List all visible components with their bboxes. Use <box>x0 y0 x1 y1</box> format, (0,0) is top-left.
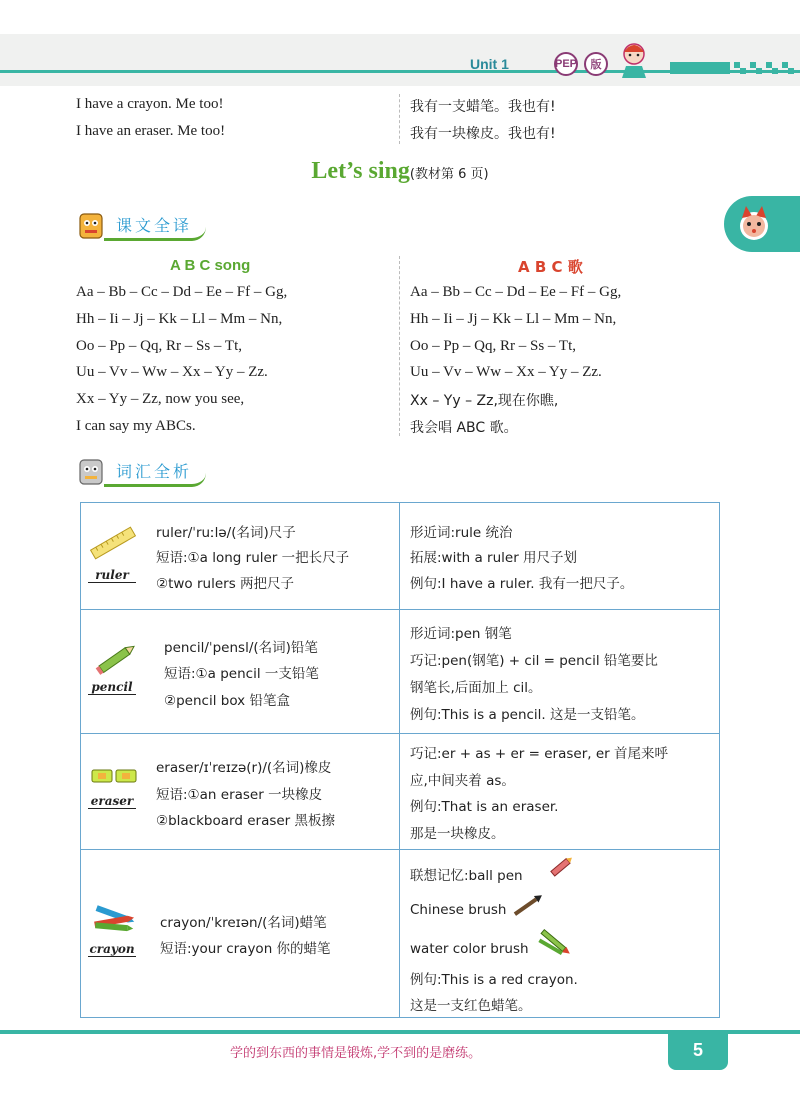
vocab-left-line: 短语:①a long ruler 一把长尺子 <box>156 550 350 566</box>
robot-icon <box>76 208 106 242</box>
vocab-right-line: 例句:That is an eraser. <box>410 799 559 815</box>
table-col-divider <box>399 502 400 1018</box>
song-en-line: Xx – Yy – Zz, now you see, <box>76 391 245 407</box>
vocab-left-line: eraser/ɪˈreɪzə(r)/(名词)橡皮 <box>156 760 332 776</box>
song-divider <box>399 256 401 436</box>
crayon-icon <box>90 900 140 938</box>
word-label-pencil: pencil <box>88 680 136 695</box>
footer-motto: 学的到东西的事情是锻炼,学不到的是磨练。 <box>230 1046 482 1061</box>
vocab-right-line: 应,中间夹着 as。 <box>410 773 515 789</box>
title-main: Let’s sing <box>311 158 410 184</box>
vocab-left-line: 短语:your crayon 你的蜡笔 <box>160 941 331 957</box>
word-label-crayon: crayon <box>89 942 135 956</box>
song-cn-line: Aa – Bb – Cc – Dd – Ee – Ff – Gg, <box>410 284 622 300</box>
robot-icon <box>76 454 106 488</box>
vocab-left-line: ②blackboard eraser 黑板擦 <box>156 813 336 829</box>
vocab-left-line: 短语:①an eraser 一块橡皮 <box>156 787 323 803</box>
table-row-divider <box>80 609 720 610</box>
vocab-right-line: 例句:This is a red crayon. <box>410 972 578 988</box>
song-cn-line: Xx – Yy – Zz,现在你瞧, <box>410 393 559 409</box>
side-tab <box>724 196 800 252</box>
pep-badge: PEP <box>554 52 578 76</box>
word-label-eraser: eraser <box>88 794 136 809</box>
vocab-left-line: ②pencil box 铅笔盒 <box>164 693 290 709</box>
vocab-left-line: ruler/ˈruːlə/(名词)尺子 <box>156 525 296 541</box>
vocab-right-line: 巧记:pen(钢笔) + cil = pencil 铅笔要比 <box>410 653 658 669</box>
vocab-right-line: water color brush <box>410 941 529 957</box>
page-number: 5 <box>668 1030 728 1070</box>
vocab-right-line: 巧记:er + as + er = eraser, er 首尾来呼 <box>410 746 668 762</box>
vocab-right-line: 联想记忆:ball pen <box>410 868 523 884</box>
vocab-right-line: 钢笔长,后面加上 cil。 <box>410 680 542 696</box>
song-cn-line: 我会唱 ABC 歌。 <box>410 420 518 436</box>
unit-label: Unit 1 <box>470 56 509 72</box>
ruler-icon <box>88 522 138 562</box>
translation-label: 课文全译 <box>104 214 206 241</box>
intro-en-2: I have an eraser. Me too! <box>76 123 226 139</box>
intro-divider <box>399 94 401 144</box>
vocab-left-line: 短语:①a pencil 一支铅笔 <box>164 666 319 682</box>
ball-pen-icon <box>548 854 576 878</box>
song-en-line: Hh – Ii – Jj – Kk – Ll – Mm – Nn, <box>76 311 283 327</box>
fox-mascot-icon <box>734 204 774 244</box>
song-en-line: Uu – Vv – Ww – Xx – Yy – Zz. <box>76 364 268 380</box>
song-title-cn: A B C 歌 <box>518 258 583 276</box>
vocab-label: 词汇全析 <box>104 460 206 487</box>
song-en-line: Oo – Pp – Qq, Rr – Ss – Tt, <box>76 338 242 354</box>
table-row-divider <box>80 733 720 734</box>
vocab-right-line: 那是一块橡皮。 <box>410 826 505 842</box>
water-color-brush-icon <box>534 926 574 960</box>
intro-cn-2: 我有一块橡皮。我也有! <box>410 126 556 142</box>
vocab-right-line: 拓展:with a ruler 用尺子划 <box>410 550 578 566</box>
vocab-right-line: 例句:This is a pencil. 这是一支铅笔。 <box>410 707 645 723</box>
word-label-ruler: ruler <box>88 568 136 583</box>
checker-decoration <box>670 58 800 78</box>
eraser-icon <box>90 766 138 786</box>
section-title <box>0 158 800 185</box>
song-en-line: Aa – Bb – Cc – Dd – Ee – Ff – Gg, <box>76 284 288 300</box>
vocab-section-label <box>76 454 256 488</box>
vocab-right-line: 形近词:rule 统治 <box>410 525 513 541</box>
vocab-right-line: 例句:I have a ruler. 我有一把尺子。 <box>410 576 634 592</box>
intro-cn-1: 我有一支蜡笔。我也有! <box>410 99 556 115</box>
song-cn-line: Uu – Vv – Ww – Xx – Yy – Zz. <box>410 364 602 380</box>
edition-badge: 版 <box>584 52 608 76</box>
song-en-line: I can say my ABCs. <box>76 418 196 434</box>
vocab-left-line: crayon/ˈkreɪən/(名词)蜡笔 <box>160 915 327 931</box>
song-cn-line: Hh – Ii – Jj – Kk – Ll – Mm – Nn, <box>410 311 617 327</box>
vocab-right-line: Chinese brush <box>410 902 507 918</box>
translation-section-label <box>76 208 256 242</box>
table-row-divider <box>80 849 720 850</box>
pencil-icon <box>92 640 140 678</box>
title-sub: (教材第 6 页) <box>409 167 489 182</box>
vocab-left-line: pencil/ˈpensl/(名词)铅笔 <box>164 640 318 656</box>
song-title-en: A B C song <box>170 257 251 274</box>
vocab-right-line: 这是一支红色蜡笔。 <box>410 998 532 1014</box>
song-cn-line: Oo – Pp – Qq, Rr – Ss – Tt, <box>410 338 576 354</box>
vocab-left-line: ②two rulers 两把尺子 <box>156 576 295 592</box>
vocab-right-line: 形近词:pen 钢笔 <box>410 626 512 642</box>
intro-en-1: I have a crayon. Me too! <box>76 96 224 112</box>
girl-mascot-icon <box>612 40 656 80</box>
chinese-brush-icon <box>510 892 546 918</box>
